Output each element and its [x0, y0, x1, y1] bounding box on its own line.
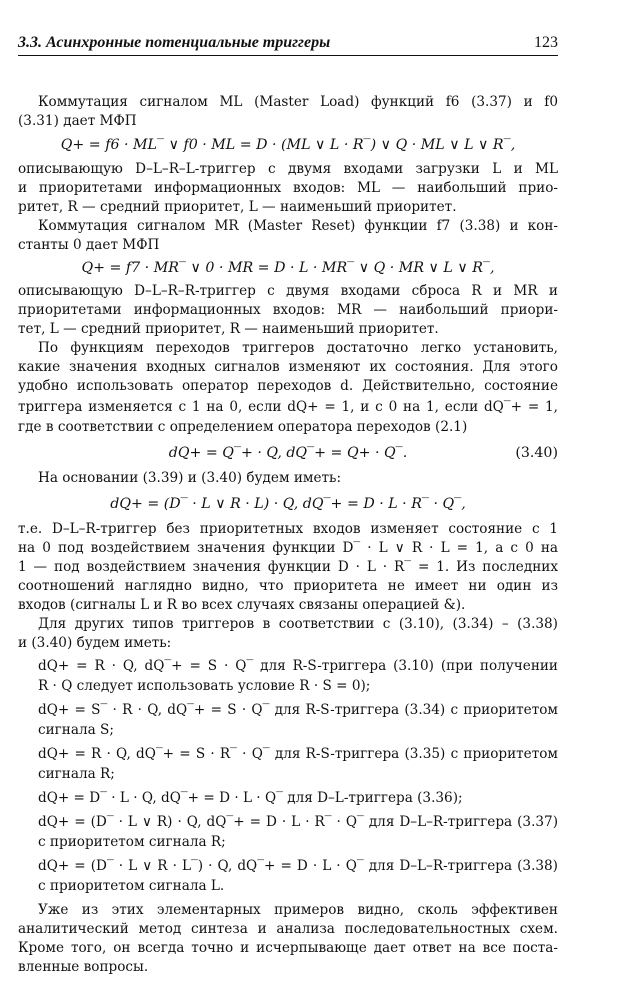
paragraph-line: и приоритетами информационных входов: ML — наибольший прио-: [18, 180, 558, 196]
paragraph-line: 1 — под воздействием значения функции D · L · R‾ = 1. Из последних: [18, 559, 558, 575]
paragraph-line: с приоритетом сигнала R;: [38, 834, 226, 850]
paragraph-line: сигнала S;: [38, 722, 114, 738]
formula-line: dQ+ = S‾ · R · Q, dQ‾+ = S · Q‾ для R-S-триггера (3.34) с приоритетом: [38, 702, 558, 718]
paragraph-line: вленные вопросы.: [18, 959, 149, 975]
paragraph-line: где в соответствии с определением оператора переходов (2.1): [18, 419, 468, 435]
paragraph-line: триггера изменяется с 1 на 0, если dQ+ = 1, и с 0 на 1, если dQ‾+ = 1,: [18, 399, 558, 415]
equation-number: (3.40): [515, 445, 558, 461]
formula-3-40: [18, 443, 558, 463]
paragraph-line: удобно использовать оператор переходов d. Действительно, состояние: [18, 378, 558, 394]
formula-text: dQ+ = Q‾+ · Q, dQ‾+ = Q+ · Q‾.: [168, 445, 408, 461]
paragraph-line: с приоритетом сигнала L.: [38, 878, 225, 894]
formula: Q+ = f7 · MR‾ ∨ 0 · MR = D · L · MR‾ ∨ Q · MR ∨ L ∨ R‾,: [81, 260, 495, 276]
formula-line: dQ+ = (D‾ · L ∨ R) · Q, dQ‾+ = D · L · R‾ · Q‾ для D–L–R-триггера (3.37): [38, 814, 558, 830]
paragraph-line: какие значения входных сигналов изменяют их состояния. Для этого: [18, 359, 558, 375]
formula: dQ+ = (D‾ · L ∨ R · L) · Q, dQ‾+ = D · L · R‾ · Q‾,: [110, 496, 466, 512]
paragraph-line: станты 0 дает МФП: [18, 237, 160, 253]
paragraph-line: По функциям переходов триггеров достаточно легко установить,: [38, 340, 558, 356]
paragraph-line: описывающую D–L–R–R-триггер с двумя входами сброса R и MR и: [18, 283, 558, 299]
formula-line: dQ+ = R · Q, dQ‾+ = S · R‾ · Q‾ для R-S-триггера (3.35) с приоритетом: [38, 746, 558, 762]
formula-line: dQ+ = R · Q, dQ‾+ = S · Q‾ для R-S-триггера (3.10) (при получении: [38, 658, 558, 674]
paragraph-line: описывающую D–L–R–L-триггер с двумя входами загрузки L и ML: [18, 161, 558, 177]
paragraph-line: соотношений наглядно видно, что приоритета не имеет ни один из: [18, 578, 558, 594]
formula-line: dQ+ = D‾ · L · Q, dQ‾+ = D · L · Q‾ для D–L-триггера (3.36);: [38, 790, 463, 806]
paragraph-line: (3.31) дает МФП: [18, 113, 137, 129]
paragraph-line: на 0 под воздействием значения функции D‾ · L ∨ R · L = 1, а с 0 на: [18, 540, 558, 556]
paragraph-line: т.е. D–L–R-триггер без приоритетных входов изменяет состояние с 1: [18, 521, 558, 537]
paragraph-line: входов (сигналы L и R во всех случаях связаны операцией &).: [18, 597, 466, 613]
paragraph-line: аналитический метод синтеза и анализа последовательностных схем.: [18, 921, 558, 937]
page-number: 123: [534, 34, 558, 51]
paragraph-line: тет, L — средний приоритет, R — наименьший приоритет.: [18, 321, 439, 337]
formula-line: dQ+ = (D‾ · L ∨ R · L‾) · Q, dQ‾+ = D · L · Q‾ для D–L–R-триггера (3.38): [38, 858, 558, 874]
formula: Q+ = f6 · ML‾ ∨ f0 · ML = D · (ML ∨ L · R‾) ∨ Q · ML ∨ L ∨ R‾,: [60, 137, 516, 153]
paragraph-line: сигнала R;: [38, 766, 115, 782]
paragraph-line: Для других типов триггеров в соответствии с (3.10), (3.34) – (3.38): [38, 616, 558, 632]
paragraph-line: Уже из этих элементарных примеров видно, сколь эффективен: [38, 902, 558, 918]
paragraph-line: и (3.40) будем иметь:: [18, 635, 172, 651]
paragraph-line: Коммутация сигналом MR (Master Reset) функции f7 (3.38) и кон-: [38, 218, 558, 234]
paragraph-line: Коммутация сигналом ML (Master Load) функций f6 (3.37) и f0: [38, 94, 558, 110]
running-header: [18, 34, 558, 56]
paragraph-line: На основании (3.39) и (3.40) будем иметь:: [38, 470, 342, 486]
paragraph-line: приоритетами информационных входов: MR — наибольший приори-: [18, 302, 558, 318]
section-title: 3.3. Асинхронные потенциальные триггеры: [18, 34, 331, 51]
paragraph-line: Кроме того, он всегда точно и исчерпывающе дает ответ на все поста-: [18, 940, 558, 956]
header-rule: [18, 55, 558, 56]
paragraph-line: R · Q следует использовать условие R · S = 0);: [38, 678, 371, 694]
paragraph-line: ритет, R — средний приоритет, L — наименьший приоритет.: [18, 199, 457, 215]
